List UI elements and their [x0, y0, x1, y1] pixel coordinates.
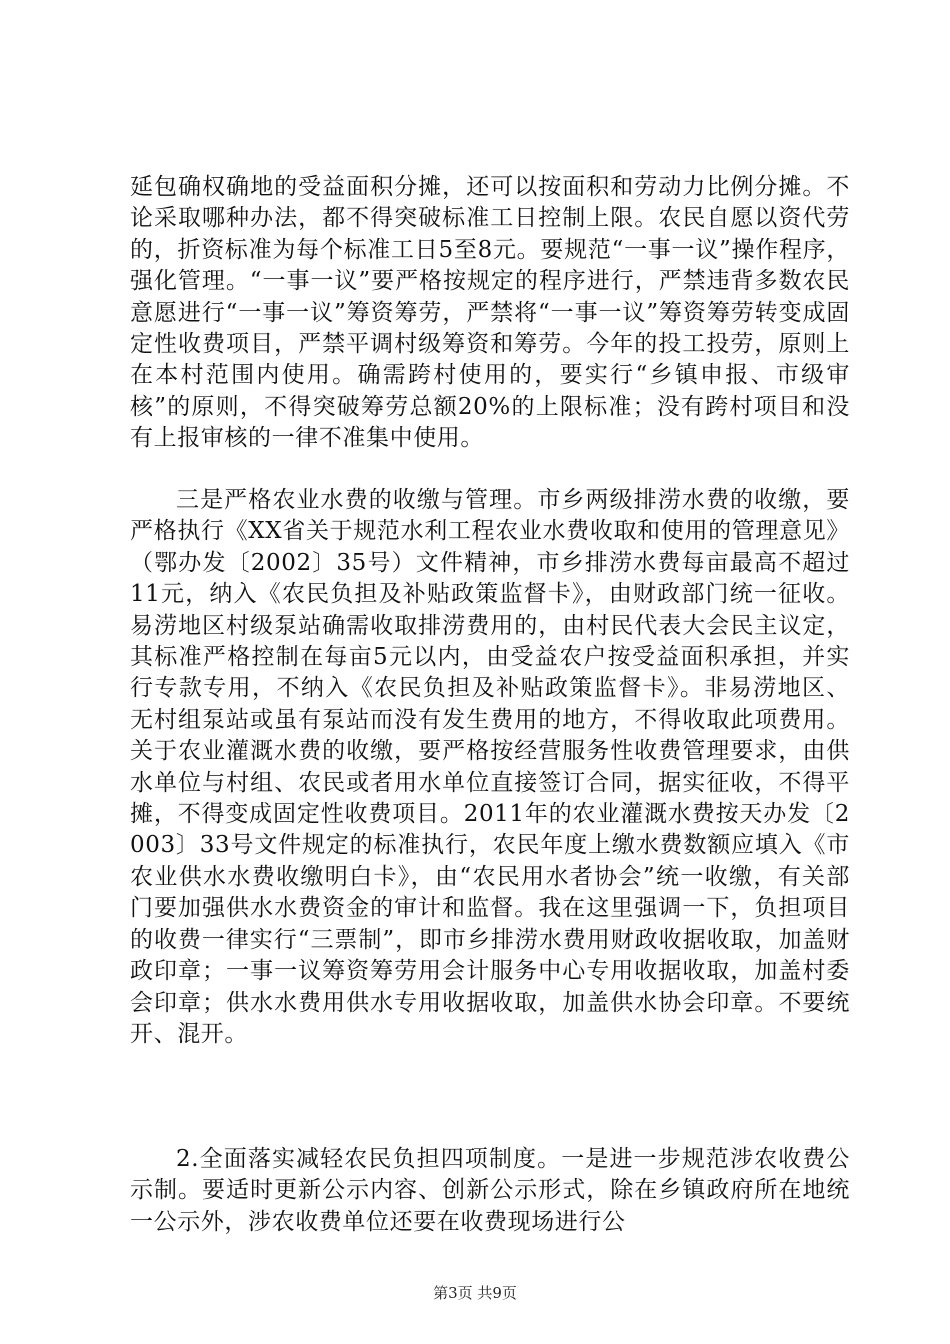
page-footer: 第3页 共9页: [433, 1284, 517, 1302]
paragraph-1: 延包确权确地的受益面积分摊，还可以按面积和劳动力比例分摊。不论采取哪种办法，都不得突破标准工日控制上限。农民自愿以资代劳的，折资标准为每个标准工日5至8元。要规范“一事一议”操作程序，强化管理。“一事一议”要严格按规定的程序进行，严禁违背多数农民意愿进行“一事一议”筹资筹劳，严禁将“一事一议”筹资筹劳转变成固定性收费项目，严禁平调村级筹资和筹劳。今年的投工投劳，原则上在本村范围内使用。确需跨村使用的，要实行“乡镇申报、市级审核”的原则，不得突破筹劳总额20%的上限标准；没有跨村项目和没有上报审核的一律不准集中使用。: [130, 174, 850, 452]
paragraph-3: 2.全面落实减轻农民负担四项制度。一是进一步规范涉农收费公示制。要适时更新公示内容、创新公示形式，除在乡镇政府所在地统一公示外，涉农收费单位还要在收费现场进行公: [130, 1146, 850, 1235]
paragraph-2: 三是严格农业水费的收缴与管理。市乡两级排涝水费的收缴，要严格执行《XX省关于规范水利工程农业水费收取和使用的管理意见》（鄂办发〔2002〕35号）文件精神，市乡排涝水费每亩最高不超过11元，纳入《农民负担及补贴政策监督卡》，由财政部门统一征收。易涝地区村级泵站确需收取排涝费用的，由村民代表大会民主议定，其标准严格控制在每亩5元以内，由受益农户按受益面积承担，并实行专款专用，不纳入《农民负担及补贴政策监督卡》。非易涝地区、无村组泵站或虽有泵站而没有发生费用的地方，不得收取此项费用。关于农业灌溉水费的收缴，要严格按经营服务性收费管理要求，由供水单位与村组、农民或者用水单位直接签订合同，据实征收，不得平摊，不得变成固定性收费项目。2011年的农业灌溉水费按天办发〔2003〕33号文件规定的标准执行，农民年度上缴水费数额应填入《市农业供水水费收缴明白卡》，由“农民用水者协会”统一收缴，有关部门要加强供水水费资金的审计和监督。我在这里强调一下，负担项目的收费一律实行“三票制”，即市乡排涝水费用财政收据收取，加盖财政印章；一事一议筹资筹劳用会计服务中心专用收据收取，加盖村委会印章；供水水费用供水专用收据收取，加盖供水协会印章。不要统开、混开。: [130, 487, 850, 1047]
